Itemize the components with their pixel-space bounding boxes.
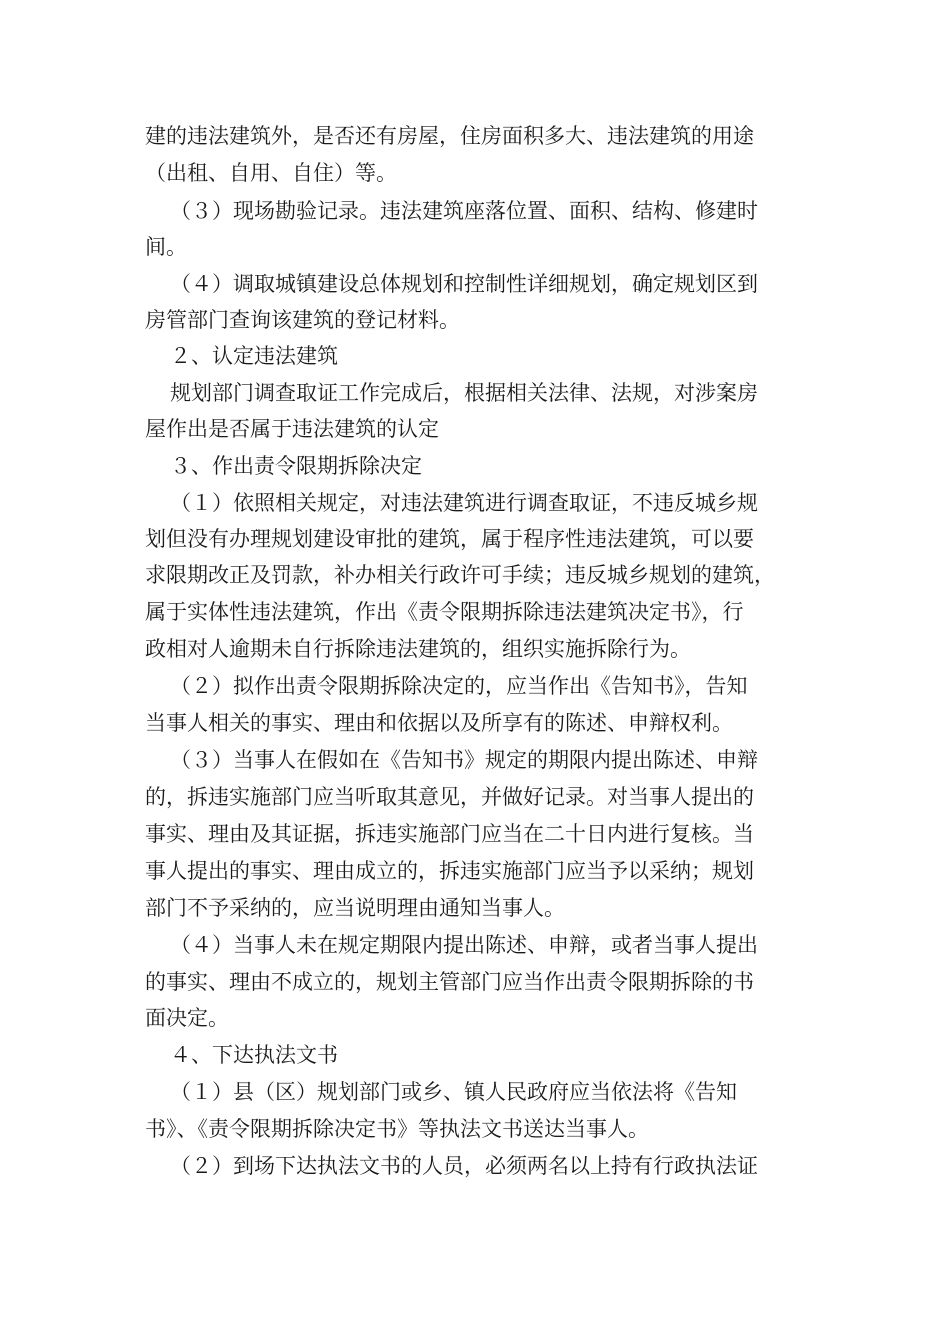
text-line: （１）依照相关规定，对违法建筑进行调查取证，不违反城乡规 [170,491,758,515]
text-line: （４）当事人未在规定期限内提出陈述、申辩，或者当事人提出 [170,933,758,957]
text-line: 事实、理由及其证据，拆违实施部门应当在二十日内进行复核。当 [145,822,754,846]
text-line: （２）到场下达执法文书的人员，必须两名以上持有行政执法证 [170,1154,758,1178]
section-heading: ３、作出责令限期拆除决定 [170,454,422,478]
text-line: （４）调取城镇建设总体规划和控制性详细规划，确定规划区到 [170,272,758,296]
text-line: 间。 [145,235,187,259]
text-line: （３）当事人在假如在《告知书》规定的期限内提出陈述、申辩 [170,748,758,772]
section-heading: ４、下达执法文书 [170,1043,338,1067]
text-line: 部门不予采纳的，应当说明理由通知当事人。 [145,896,565,920]
text-line: （２）拟作出责令限期拆除决定的，应当作出《告知书》，告知 [170,674,748,698]
text-line: （３）现场勘验记录。违法建筑座落位置、面积、结构、修建时 [170,199,758,223]
text-line: 屋作出是否属于违法建筑的认定 [145,417,439,441]
text-line: 的事实、理由不成立的，规划主管部门应当作出责令限期拆除的书 [145,970,754,994]
text-line: 的，拆违实施部门应当听取其意见，并做好记录。对当事人提出的 [145,785,754,809]
text-line: 房管部门查询该建筑的登记材料。 [145,308,460,332]
text-line: 当事人相关的事实、理由和依据以及所享有的陈述、申辩权利。 [145,711,733,735]
text-line: 建的违法建筑外，是否还有房屋，住房面积多大、违法建筑的用途 [145,124,754,148]
text-line: 规划部门调查取证工作完成后，根据相关法律、法规，对涉案房 [170,381,758,405]
text-line: （出租、自用、自住）等。 [145,161,397,185]
section-heading: ２、认定违法建筑 [170,344,338,368]
text-line: 事人提出的事实、理由成立的，拆违实施部门应当予以采纳；规划 [145,859,754,883]
text-line: 面决定。 [145,1006,229,1030]
text-line: （１）县（区）规划部门或乡、镇人民政府应当依法将《告知 [170,1080,737,1104]
text-line: 属于实体性违法建筑，作出《责令限期拆除违法建筑决定书》，行 [145,600,744,624]
text-line: 划但没有办理规划建设审批的建筑，属于程序性违法建筑，可以要 [145,527,754,551]
text-line: 求限期改正及罚款，补办相关行政许可手续；违反城乡规划的建筑， [145,563,775,587]
text-line: 书》、《责令限期拆除决定书》等执法文书送达当事人。 [145,1117,649,1141]
text-line: 政相对人逾期未自行拆除违法建筑的，组织实施拆除行为。 [145,637,691,661]
